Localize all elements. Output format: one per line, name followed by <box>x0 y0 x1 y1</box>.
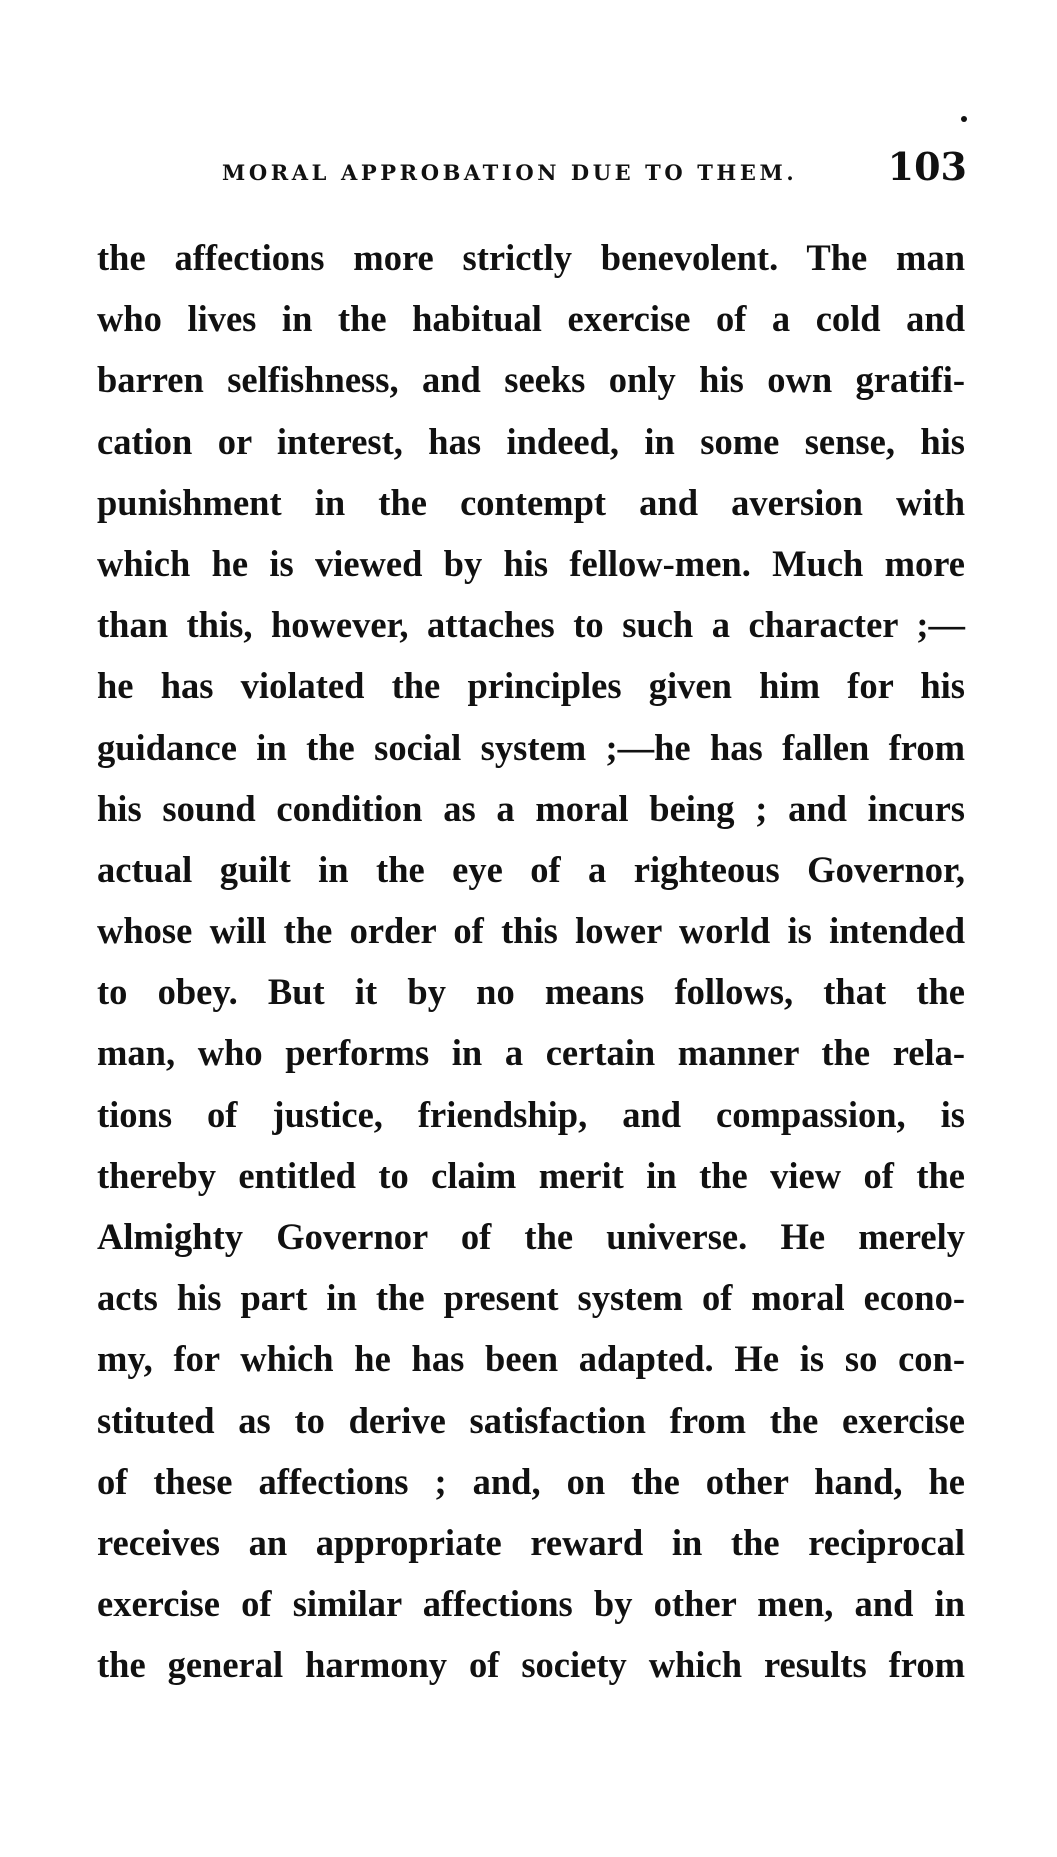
text-line: punishment in the contempt and aversion with <box>97 481 965 523</box>
text-line: who lives in the habitual exercise of a cold and <box>97 298 965 340</box>
text-line: the affections more strictly benevolent. The man <box>97 237 965 278</box>
text-line: of these affections ; and, on the other hand, he <box>97 1460 965 1502</box>
text-line: barren selfishness, and seeks only his own gratifi- <box>97 359 965 401</box>
text-line: acts his part in the present system of moral econo- <box>97 1277 965 1319</box>
running-title: MORAL APPROBATION DUE TO THEM. <box>222 160 798 185</box>
text-line: which he is viewed by his fellow-men. Much more <box>97 542 965 584</box>
text-line: Almighty Governor of the universe. He merely <box>97 1216 965 1257</box>
text-line: man, who performs in a certain manner the rela- <box>97 1032 965 1074</box>
page-number: 103 <box>887 144 967 189</box>
text-line: whose will the order of this lower world is intended <box>97 910 965 952</box>
text-line: to obey. But it by no means follows, that the <box>97 971 965 1013</box>
text-line: stituted as to derive satisfaction from the exercise <box>97 1399 965 1441</box>
text-line: guidance in the social system ;—he has fallen from <box>97 726 965 768</box>
text-line: my, for which he has been adapted. He is so con- <box>97 1338 965 1380</box>
body-text <box>97 227 965 1696</box>
text-line: cation or interest, has indeed, in some sense, his <box>97 420 965 462</box>
text-line: he has violated the principles given him for his <box>97 665 965 707</box>
text-line: receives an appropriate reward in the reciprocal <box>97 1521 965 1563</box>
ink-speck <box>961 116 967 122</box>
text-line: actual guilt in the eye of a righteous Governor, <box>97 848 965 890</box>
text-line: the general harmony of society which results from <box>97 1644 965 1686</box>
page-header <box>222 140 967 190</box>
text-line: exercise of similar affections by other men, and in <box>97 1583 965 1625</box>
text-line: tions of justice, friendship, and compassion, is <box>97 1093 965 1135</box>
text-line: than this, however, attaches to such a character ;— <box>97 604 965 646</box>
text-line: his sound condition as a moral being ; and incurs <box>97 787 965 829</box>
text-line: thereby entitled to claim merit in the view of the <box>97 1154 965 1196</box>
